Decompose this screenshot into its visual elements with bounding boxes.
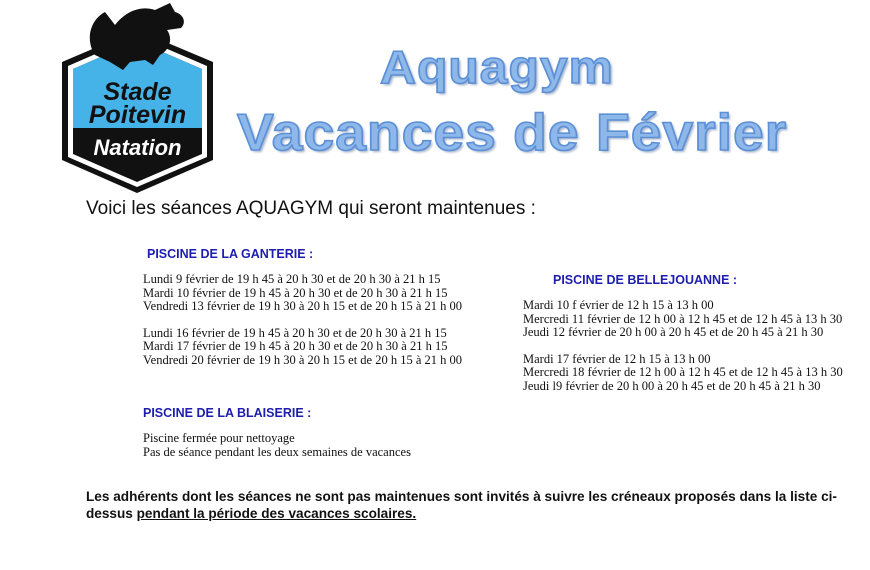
schedule-line: Jeudi 12 février de 20 h 00 à 20 h 45 et de 20 h 45 à 21 h 30 [523,325,824,339]
ganterie-heading: PISCINE DE LA GANTERIE : [147,247,314,261]
schedule-line: Mardi 10 f évrier de 12 h 15 à 13 h 00 [523,298,714,312]
bellejouanne-heading: PISCINE DE BELLEJOUANNE : [553,273,738,287]
blaiserie-heading: PISCINE DE LA BLAISERIE : [143,406,312,420]
schedule-line: Vendredi 13 février de 19 h 30 à 20 h 15 et de 20 h 15 à 21 h 00 [143,299,463,313]
schedule-line: Mardi 17 février de 19 h 45 à 20 h 30 et de 20 h 30 à 21 h 15 [143,339,448,353]
schedule-line: Mercredi 11 février de 12 h 00 à 12 h 45 et de 12 h 45 à 13 h 30 [523,311,843,326]
schedule-line: Mercredi 18 février de 12 h 00 à 12 h 45 et de 12 h 45 à 13 h 30 [523,365,843,379]
title-aquagym: Aquagym [380,41,614,93]
schedule-line: Jeudi l9 février de 20 h 00 à 20 h 45 et de 20 h 45 à 21 h 30 [523,378,821,393]
club-logo [55,0,220,195]
schedule-line: Mardi 17 février de 12 h 15 à 13 h 00 [523,351,711,366]
bellejouanne-schedule [523,299,843,393]
schedule-line: Vendredi 20 février de 19 h 30 à 20 h 15 et de 20 h 15 à 21 h 00 [143,352,463,367]
info-line: Pas de séance pendant les deux semaines de vacances [143,444,411,459]
info-line: Piscine fermée pour nettoyage [143,431,295,445]
logo-text-natation: Natation [93,135,182,160]
logo-text-poitevin: Poitevin [88,101,187,129]
schedule-line: Mardi 10 février de 19 h 45 à 20 h 30 et de 20 h 30 à 21 h 15 [143,285,448,300]
footer-underlined: pendant la période des vacances scolaires. [136,506,417,521]
ganterie-schedule [143,273,462,367]
logo-text-stade: Stade [103,78,172,106]
intro-text: Voici les séances AQUAGYM qui seront maintenues : [86,198,536,219]
title-vacances: Vacances de Février [237,104,788,162]
schedule-line: Lundi 9 février de 19 h 45 à 20 h 30 et de 20 h 30 à 21 h 15 [143,272,441,286]
blaiserie-info [143,432,411,459]
footer-text: Les adhérents dont les séances ne sont pas maintenues sont invités à suivre les créneaux proposés dans la liste ci-dessus [86,489,837,521]
schedule-line: Lundi 16 février de 19 h 45 à 20 h 30 et de 20 h 30 à 21 h 15 [143,325,447,340]
footer-note [86,488,846,522]
